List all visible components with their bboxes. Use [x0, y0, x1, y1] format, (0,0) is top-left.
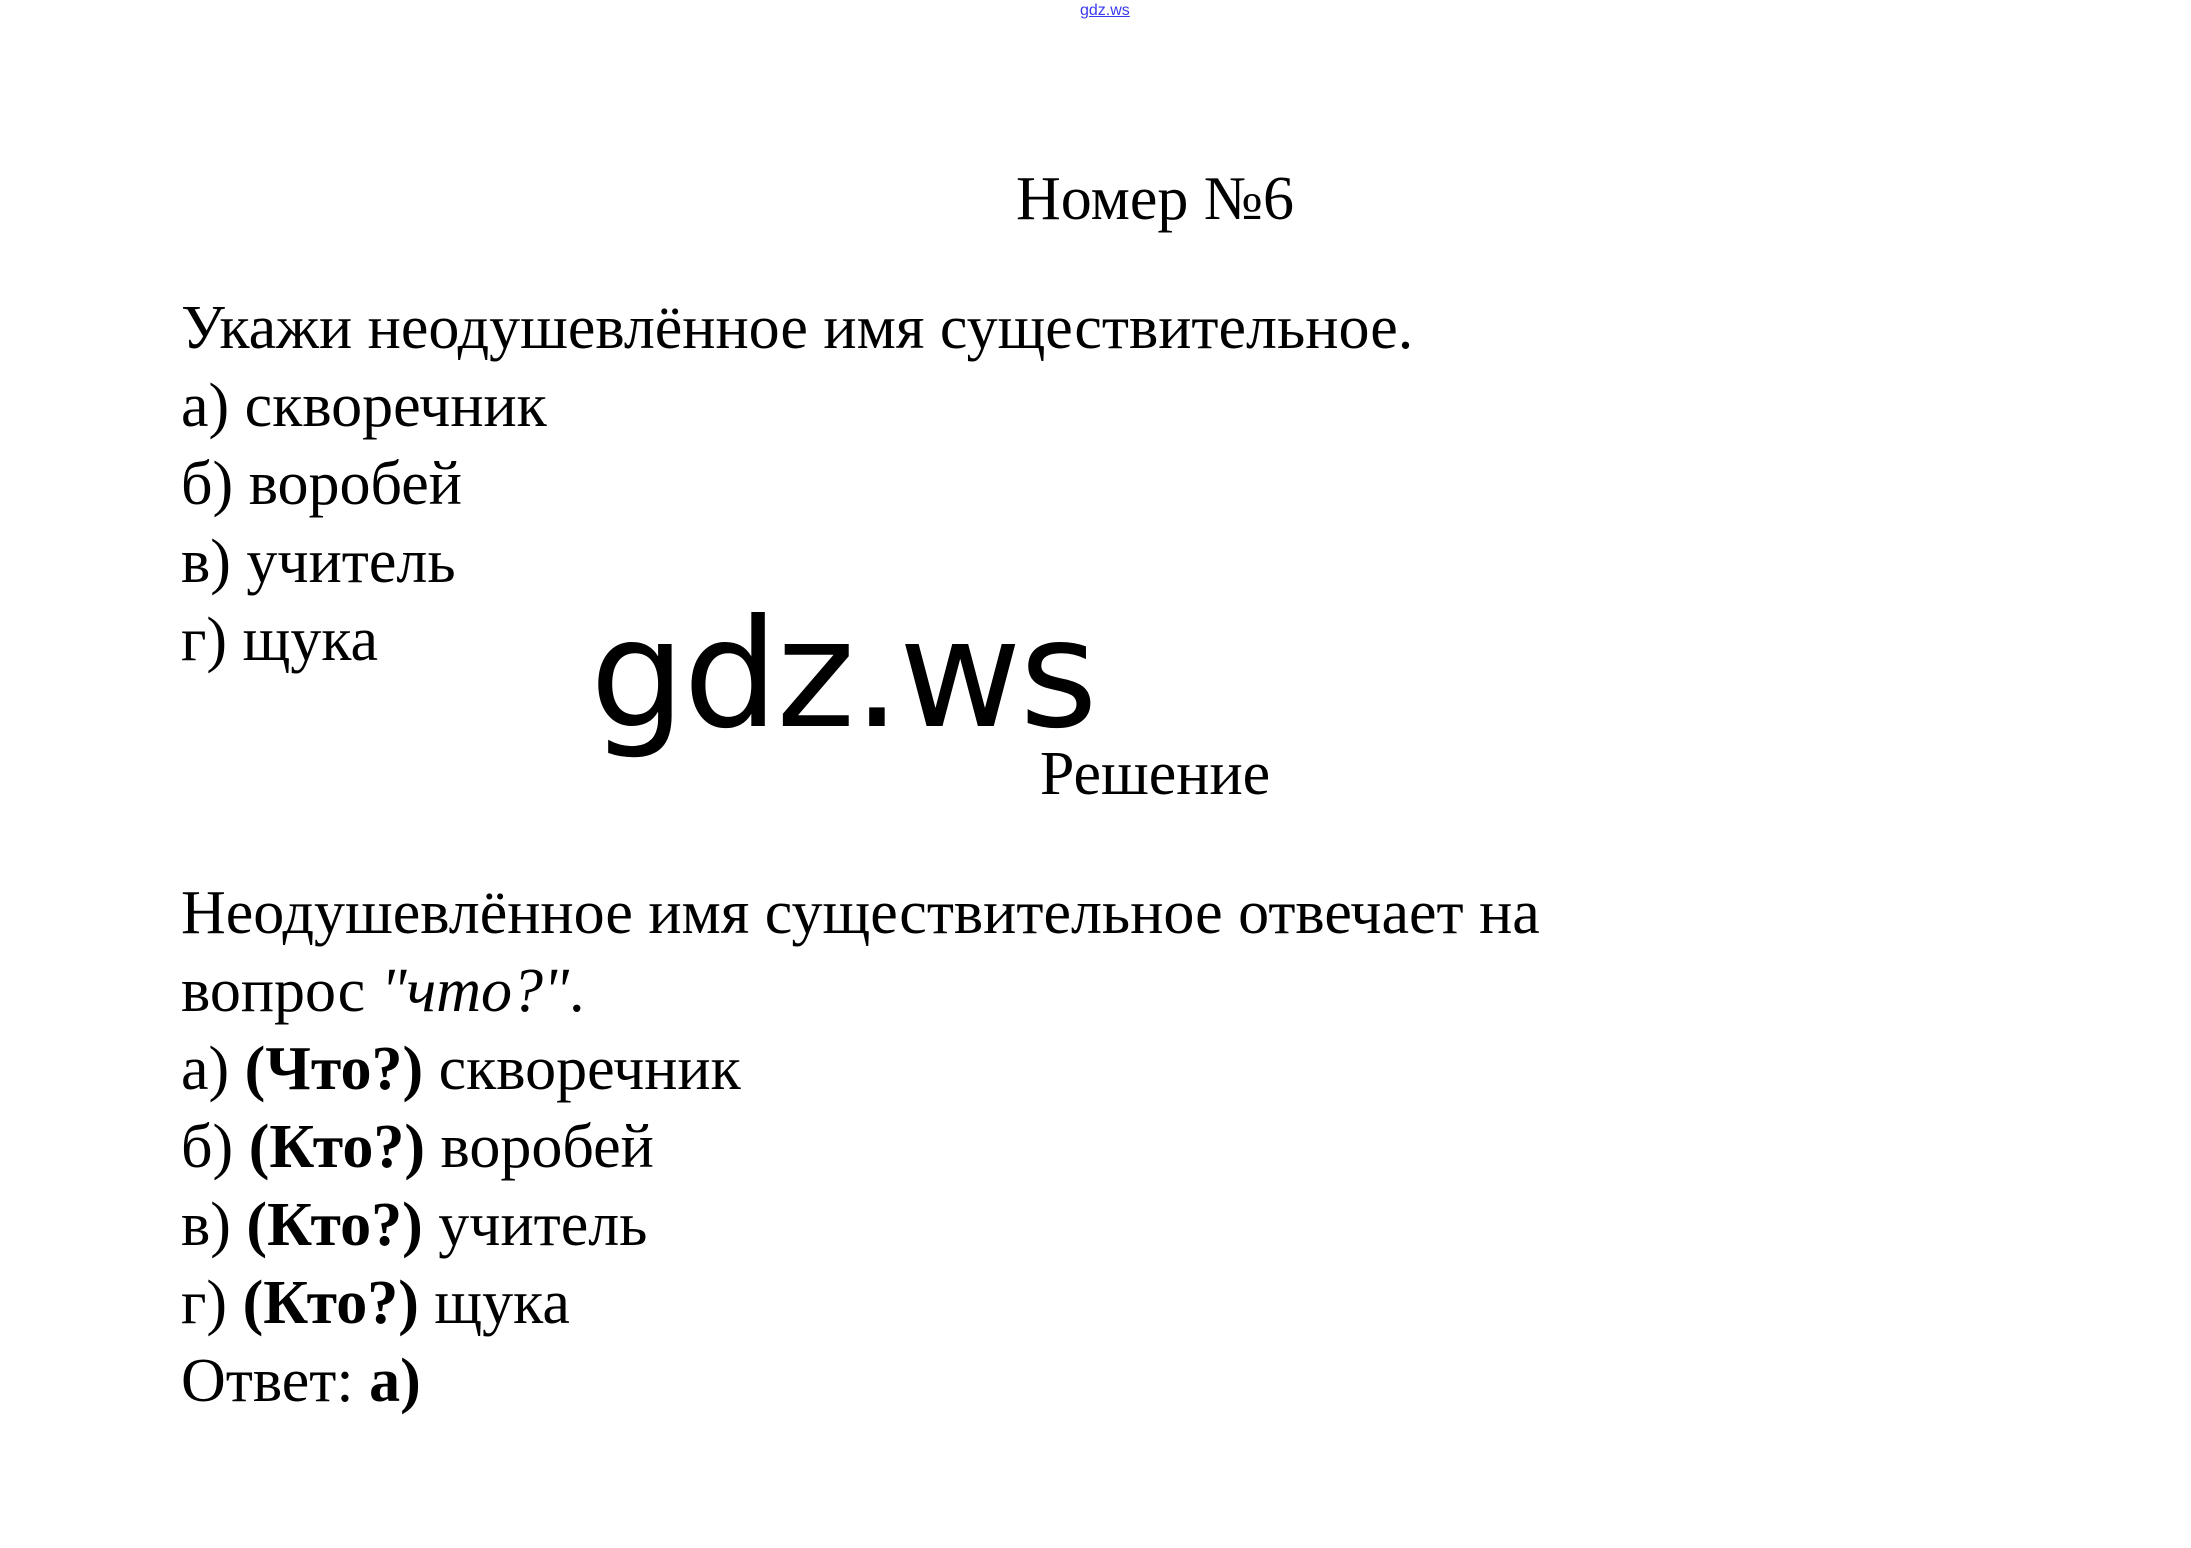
answer-letter: а)	[181, 1035, 230, 1103]
explanation-quote: "что?"	[380, 957, 570, 1025]
task-option	[181, 523, 2131, 601]
option-letter: а)	[181, 372, 230, 440]
option-letter: г)	[181, 606, 228, 674]
option-word: щука	[242, 606, 379, 674]
solution-heading: Решение	[1039, 740, 1271, 808]
option-letter: б)	[181, 450, 234, 518]
explanation-prefix: вопрос	[181, 957, 366, 1025]
answer-row	[181, 1264, 2131, 1342]
solution-block	[181, 874, 2131, 1420]
explanation-suffix: .	[569, 957, 585, 1025]
answer-question: (Кто?)	[248, 1113, 426, 1181]
option-letter: в)	[181, 528, 231, 596]
answer-question: (Кто?)	[242, 1269, 419, 1337]
option-word: скворечник	[244, 372, 547, 440]
option-word: воробей	[248, 450, 462, 518]
answer-row	[181, 1186, 2131, 1264]
final-answer	[181, 1342, 2131, 1420]
answer-row	[181, 1030, 2131, 1108]
task-option	[181, 445, 2131, 523]
answer-question: (Кто?)	[246, 1191, 423, 1259]
answer-letter: б)	[181, 1113, 234, 1181]
answer-word: щука	[434, 1269, 570, 1337]
site-link[interactable]: gdz.ws	[1080, 2, 1130, 19]
task-option	[181, 601, 2131, 679]
page-title: Номер №6	[1015, 165, 1294, 233]
answer-word: учитель	[438, 1191, 648, 1259]
answer-row	[181, 1108, 2131, 1186]
task-question: Укажи неодушевлённое имя существительное.	[181, 294, 1414, 362]
explanation-line	[181, 952, 2131, 1030]
explanation-line: Неодушевлённое имя существительное отвечает на	[181, 879, 1540, 947]
answer-letter: г)	[181, 1269, 228, 1337]
answer-letter: в)	[181, 1191, 231, 1259]
answer-word: воробей	[440, 1113, 654, 1181]
answer-word: скворечник	[438, 1035, 741, 1103]
final-answer-label: Ответ:	[181, 1347, 354, 1415]
option-word: учитель	[246, 528, 456, 596]
task-option	[181, 367, 2131, 445]
final-answer-value: а)	[369, 1347, 421, 1415]
watermark-logo: gdz.ws	[590, 588, 1096, 762]
task-block	[181, 289, 2131, 679]
answer-question: (Что?)	[244, 1035, 424, 1103]
